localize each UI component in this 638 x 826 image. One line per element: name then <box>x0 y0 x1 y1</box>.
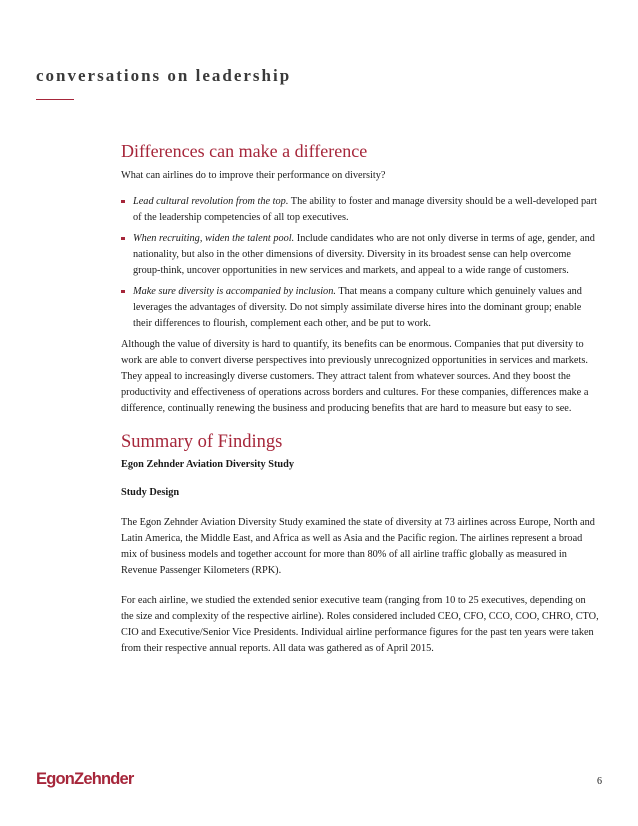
header-rule <box>36 99 74 100</box>
egon-zehnder-logo: EgonZehnder <box>36 770 134 788</box>
bullet-square-icon <box>121 200 125 204</box>
list-item <box>121 194 599 226</box>
page-header-title: conversations on leadership <box>36 66 292 85</box>
study-method-paragraph: For each airline, we studied the extended senior executive team (ranging from 10 to 25 executives, depending on the size and complexity of the respective airline). Roles considered included CEO, CFO, CCO, COO, CHRO, CTO, CIO and Executive/Senior Vice Presidents. Individual airline performance figures for the past ten years were taken from their respective annual reports. All data was gathered as of April 2015. <box>121 594 599 654</box>
bullet-square-icon <box>121 290 125 294</box>
bullet-lead: When recruiting, widen the talent pool. <box>133 232 295 244</box>
section-intro: What can airlines do to improve their performance on diversity? <box>121 169 386 181</box>
bullet-text: The ability to foster and manage diversity should be a well-developed part of the leadership competencies of all top executives. <box>133 195 598 223</box>
study-design-heading: Study Design <box>121 486 180 498</box>
section-title-differences: Differences can make a difference <box>121 141 368 161</box>
bullet-text: That means a company culture which genuinely values and leverages the advantages of diversity. Do not simply assimilate diverse hires into the dominant group; enable their differences to flourish, complement each other, and be put to work. <box>133 285 582 329</box>
study-subtitle: Egon Zehnder Aviation Diversity Study <box>121 458 294 470</box>
recommendation-list <box>121 194 599 332</box>
bullet-lead: Make sure diversity is accompanied by inclusion. <box>133 285 336 297</box>
bullet-text: Include candidates who are not only diverse in terms of age, gender, and nationality, but also in the other dimensions of diversity. Diversity in its broadest sense can help overcome group-think, uncover opportunities in new services and markets, and appeal to a wide range of customers. <box>133 232 595 276</box>
bullet-lead: Lead cultural revolution from the top. <box>133 195 289 207</box>
section-title-summary: Summary of Findings <box>121 431 283 452</box>
page-number: 6 <box>597 776 602 787</box>
main-content <box>121 141 599 657</box>
list-item <box>121 231 599 279</box>
study-scope-paragraph: The Egon Zehnder Aviation Diversity Study examined the state of diversity at 73 airlines across Europe, North and Latin America, the Middle East, and Africa as well as Asia and the Pacific region. The airlines represent a broad mix of business models and together account for more than 80% of all airline traffic globally as measured in Revenue Passenger Kilometers (RPK). <box>121 516 595 576</box>
diversity-value-paragraph: Although the value of diversity is hard to quantify, its benefits can be enormous. Companies that put diversity to work are able to convert diverse perspectives into previously unrecognized opportunities in services and markets. They appeal to increasingly diverse customers. They attract talent from whatever sources. And they boost the productivity and effectiveness of operations across borders and cultures. For these companies, differences make a difference, continually renewing the business and producing benefits that are hard to measure but easy to see. <box>121 338 589 414</box>
list-item <box>121 284 599 332</box>
bullet-square-icon <box>121 237 125 241</box>
